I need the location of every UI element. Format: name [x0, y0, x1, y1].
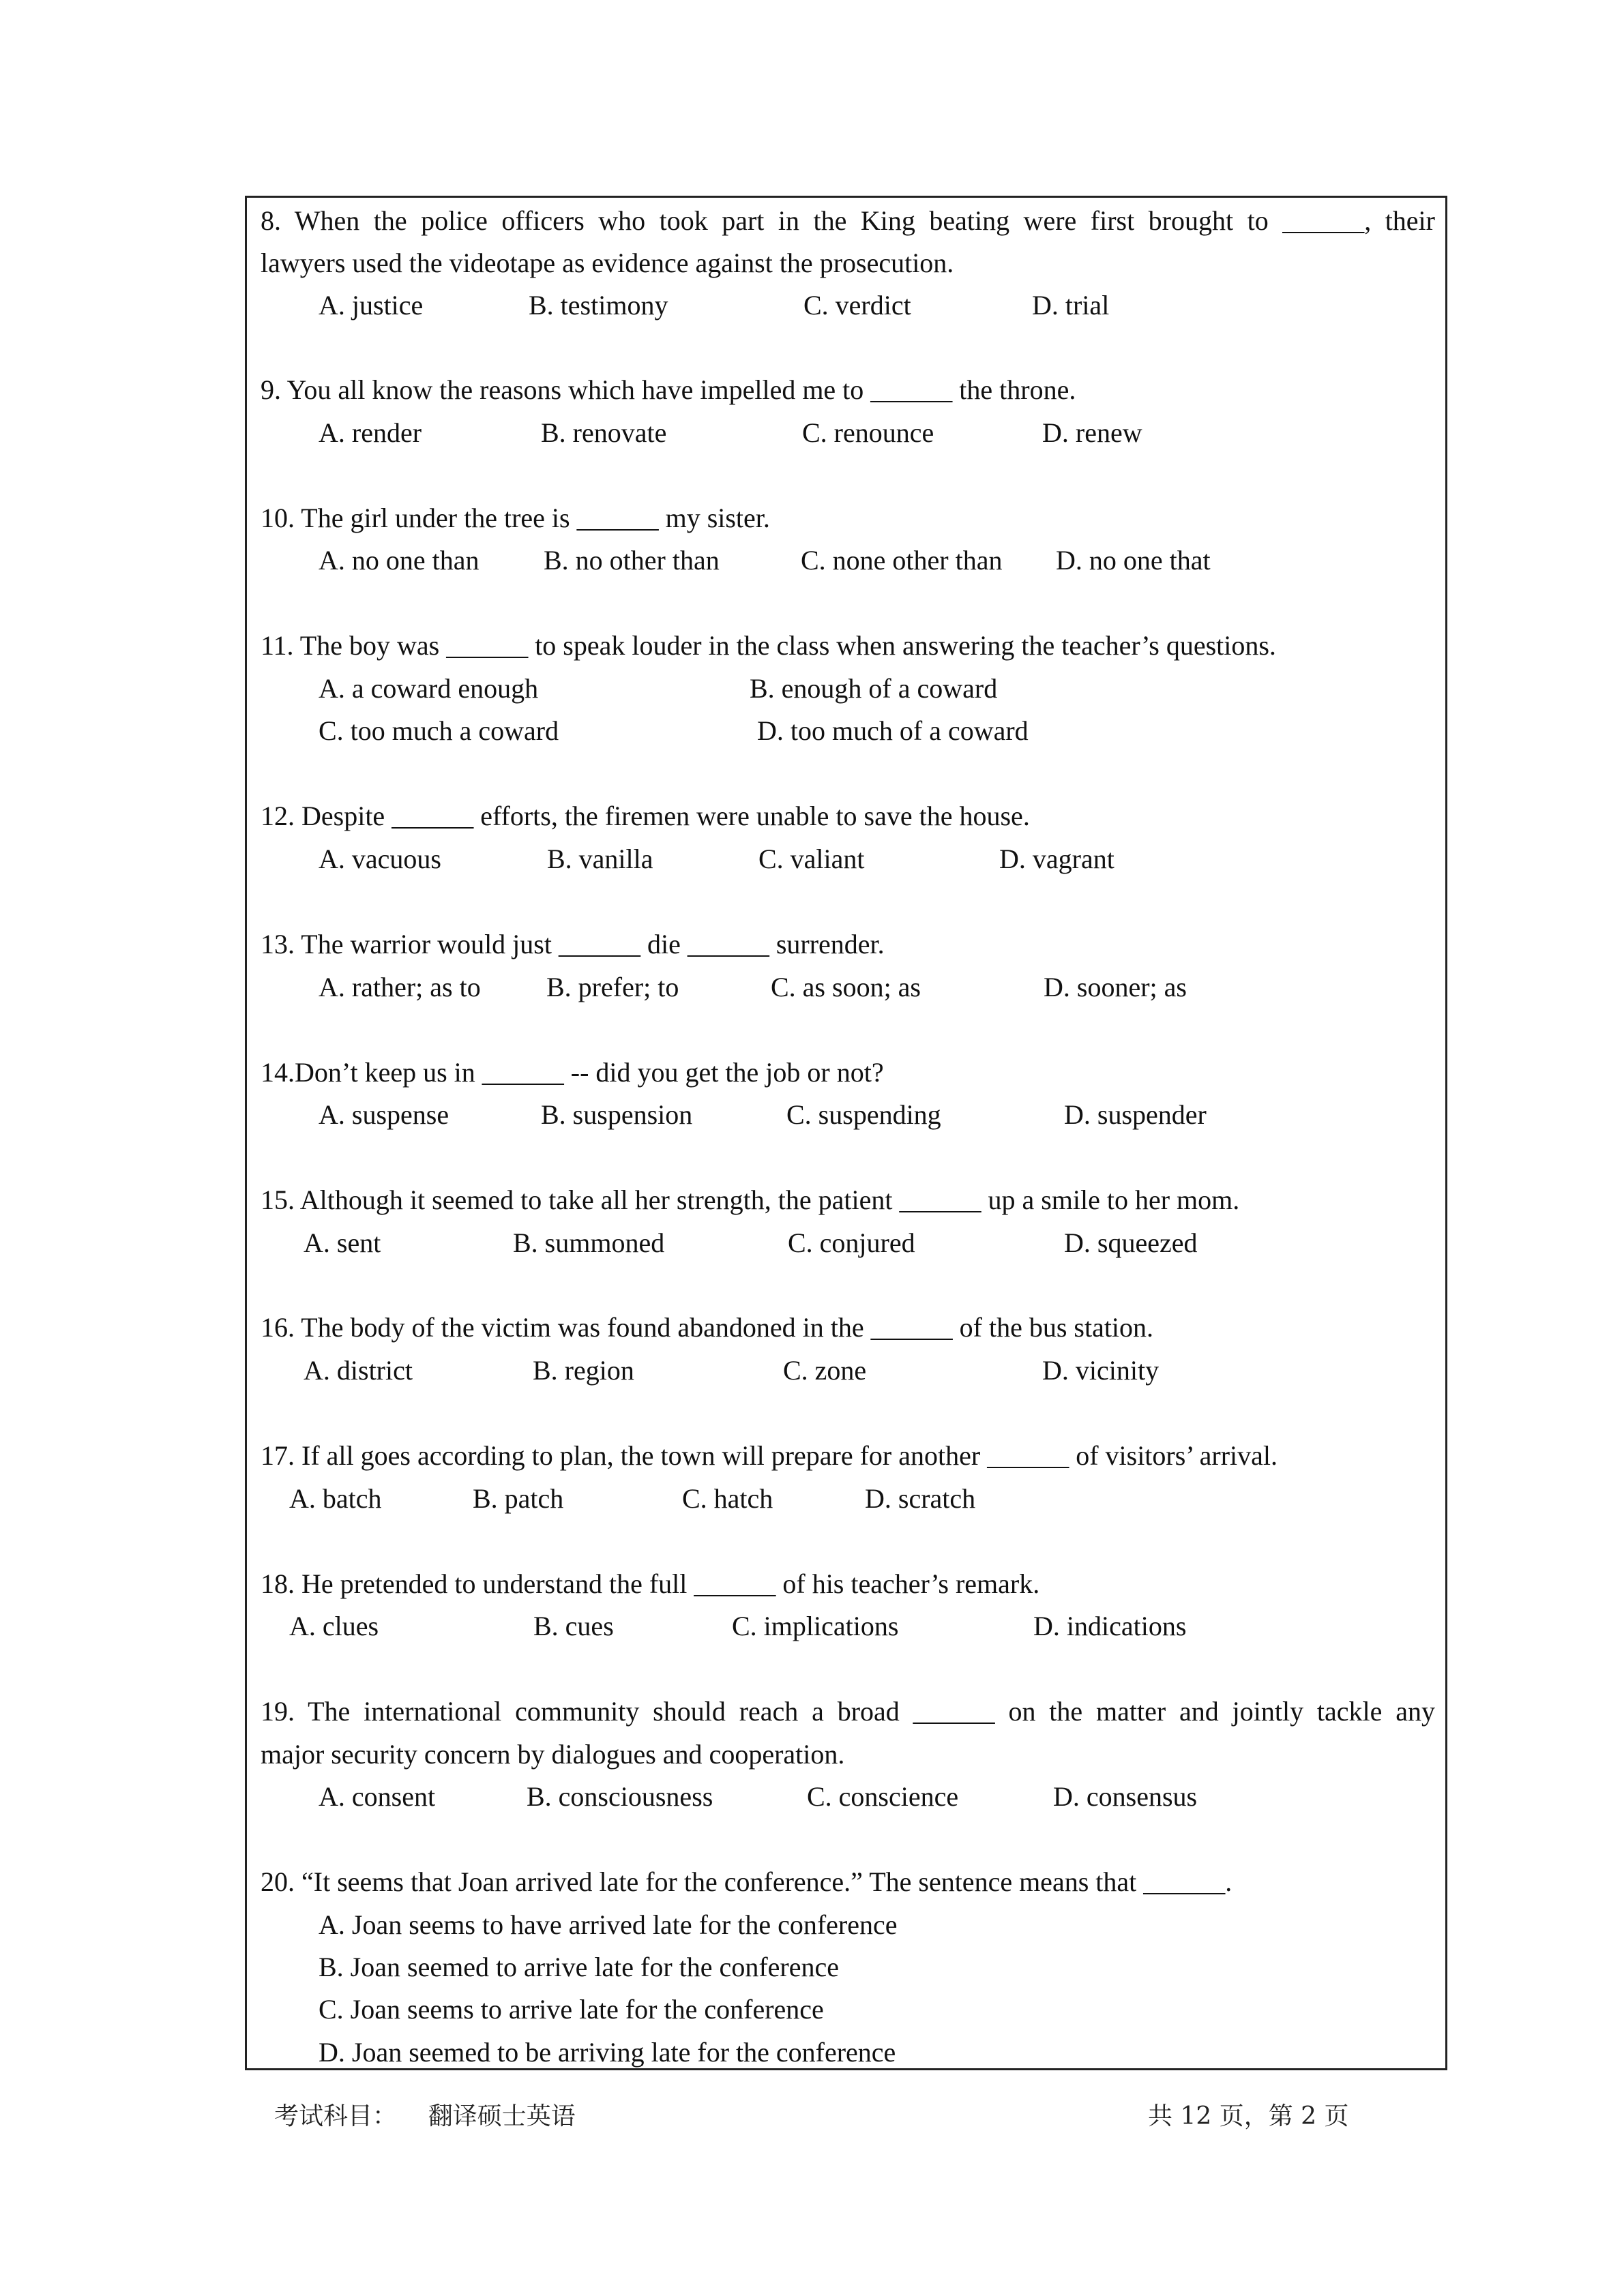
- question-17-option-d: D. scratch: [865, 1483, 976, 1514]
- question-19-option-a: A. consent: [319, 1781, 436, 1812]
- question-16-stem: 16. The body of the victim was found abandoned in the ______ of the bus station.: [261, 1312, 1154, 1343]
- question-20-option-d: D. Joan seemed to be arriving late for the conference: [319, 2037, 896, 2068]
- question-19-stem-line-1: 19. The international community should reach a broad ______ on the matter and jointly tackle any: [261, 1696, 1435, 1727]
- question-15-option-a: A. sent: [304, 1227, 381, 1258]
- question-9-option-c: C. renounce: [802, 417, 934, 448]
- question-10-stem: 10. The girl under the tree is ______ my sister.: [261, 503, 770, 533]
- question-9-option-d: D. renew: [1042, 417, 1142, 448]
- question-10-option-d: D. no one that: [1056, 545, 1211, 576]
- question-17-option-a: A. batch: [289, 1483, 382, 1514]
- question-15-option-c: C. conjured: [788, 1227, 915, 1258]
- question-12-stem: 12. Despite ______ efforts, the firemen were unable to save the house.: [261, 801, 1030, 831]
- question-19-stem-line-2: major security concern by dialogues and cooperation.: [261, 1739, 845, 1770]
- question-11-option-a: A. a coward enough: [319, 673, 539, 704]
- question-20-option-c: C. Joan seems to arrive late for the conference: [319, 1994, 824, 2025]
- question-11-stem: 11. The boy was ______ to speak louder in the class when answering the teacher’s questions.: [261, 630, 1276, 661]
- question-8-option-d: D. trial: [1032, 290, 1110, 320]
- footer-page-info: 共 12 页，第 2 页: [1148, 2102, 1349, 2130]
- question-12-option-a: A. vacuous: [319, 844, 441, 874]
- question-11-option-b: B. enough of a coward: [750, 673, 998, 704]
- question-8-option-a: A. justice: [319, 290, 424, 320]
- question-8-stem-line-2: lawyers used the videotape as evidence against the prosecution.: [261, 248, 954, 278]
- question-12-option-c: C. valiant: [758, 844, 865, 874]
- question-20-stem: 20. “It seems that Joan arrived late for the conference.” The sentence means that ______.: [261, 1866, 1232, 1897]
- question-13-option-c: C. as soon; as: [771, 972, 921, 1002]
- question-15-stem: 15. Although it seemed to take all her strength, the patient ______ up a smile to her mom.: [261, 1184, 1240, 1215]
- question-17-stem: 17. If all goes according to plan, the town will prepare for another ______ of visitors’ arrival.: [261, 1440, 1278, 1471]
- footer-subject: 考试科目： 翻译硕士英语: [274, 2102, 576, 2130]
- question-13-option-a: A. rather; as to: [319, 972, 481, 1002]
- question-10-option-b: B. no other than: [544, 545, 720, 576]
- question-8-stem-line-1: 8. When the police officers who took part in the King beating were first brought to ______, their: [261, 205, 1435, 236]
- question-18-option-b: B. cues: [533, 1611, 614, 1641]
- question-9-stem: 9. You all know the reasons which have impelled me to ______ the throne.: [261, 374, 1076, 405]
- question-17-option-c: C. hatch: [682, 1483, 773, 1514]
- question-18-option-a: A. clues: [289, 1611, 379, 1641]
- question-20-option-a: A. Joan seems to have arrived late for the conference: [319, 1909, 898, 1940]
- question-12-option-b: B. vanilla: [547, 844, 653, 874]
- question-18-stem: 18. He pretended to understand the full ______ of his teacher’s remark.: [261, 1568, 1040, 1599]
- question-11-option-c: C. too much a coward: [319, 715, 559, 746]
- question-14-option-c: C. suspending: [786, 1099, 941, 1130]
- question-15-option-d: D. squeezed: [1064, 1227, 1198, 1258]
- question-11-option-d: D. too much of a coward: [757, 715, 1029, 746]
- question-13-stem: 13. The warrior would just ______ die ______ surrender.: [261, 929, 885, 959]
- question-8-option-c: C. verdict: [803, 290, 911, 320]
- question-15-option-b: B. summoned: [513, 1227, 665, 1258]
- question-14-stem: 14.Don’t keep us in ______ -- did you get the job or not?: [261, 1057, 884, 1088]
- question-14-option-b: B. suspension: [541, 1099, 693, 1130]
- question-9-option-b: B. renovate: [541, 417, 667, 448]
- question-19-option-b: B. consciousness: [527, 1781, 713, 1812]
- question-16-option-b: B. region: [533, 1355, 634, 1386]
- question-14-option-d: D. suspender: [1064, 1099, 1207, 1130]
- question-10-option-c: C. none other than: [801, 545, 1003, 576]
- question-9-option-a: A. render: [319, 417, 422, 448]
- question-16-option-a: A. district: [304, 1355, 413, 1386]
- question-20-option-b: B. Joan seemed to arrive late for the conference: [319, 1952, 839, 1982]
- question-19-option-c: C. conscience: [807, 1781, 959, 1812]
- question-18-option-d: D. indications: [1033, 1611, 1187, 1641]
- question-16-option-d: D. vicinity: [1042, 1355, 1160, 1386]
- question-13-option-d: D. sooner; as: [1044, 972, 1187, 1002]
- question-18-option-c: C. implications: [732, 1611, 899, 1641]
- question-19-option-d: D. consensus: [1053, 1781, 1198, 1812]
- question-17-option-b: B. patch: [473, 1483, 564, 1514]
- question-16-option-c: C. zone: [783, 1355, 867, 1386]
- question-12-option-d: D. vagrant: [999, 844, 1114, 874]
- question-8-option-b: B. testimony: [529, 290, 668, 320]
- question-14-option-a: A. suspense: [319, 1099, 449, 1130]
- question-13-option-b: B. prefer; to: [546, 972, 679, 1002]
- question-10-option-a: A. no one than: [319, 545, 479, 576]
